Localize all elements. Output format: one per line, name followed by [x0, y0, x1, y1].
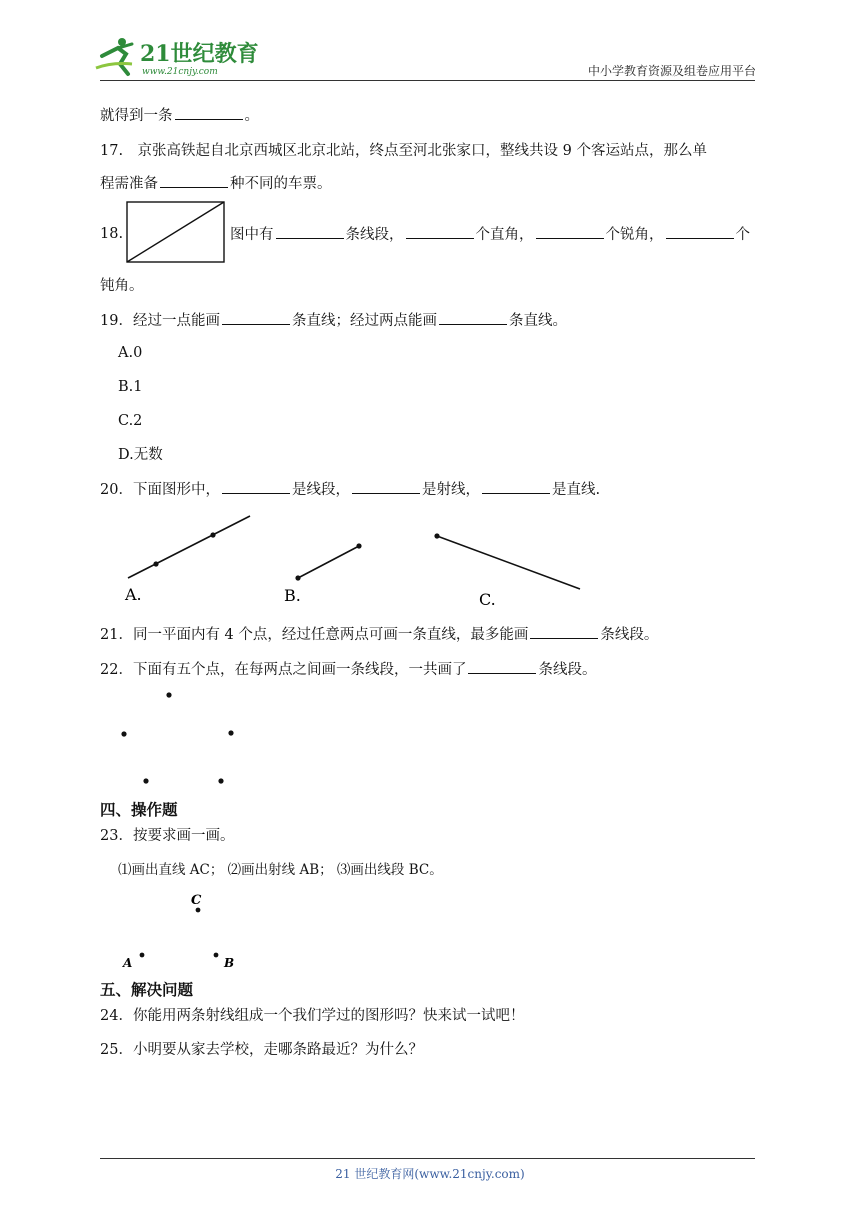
q17-text: 程需准备	[100, 176, 158, 192]
q18-number: 18.	[100, 226, 124, 242]
section-heading-4: 四、操作题	[100, 801, 178, 819]
answer-blank[interactable]	[222, 479, 290, 494]
q18-text: 条线段，	[345, 227, 404, 243]
q20-figures	[110, 510, 600, 614]
q20-text: 是射线，	[421, 482, 480, 498]
q21-question	[100, 624, 658, 645]
runner-icon	[96, 38, 132, 74]
figure-a-label: A.	[125, 585, 142, 604]
q19-option-d[interactable]: D.无数	[118, 447, 163, 463]
header-platform-text: 中小学教育资源及组卷应用平台	[587, 64, 756, 78]
site-logo	[92, 34, 262, 78]
q19-text: 19．经过一点能画	[100, 313, 220, 329]
figure-c-ray	[434, 533, 580, 589]
q19-option-c[interactable]: C.2	[118, 413, 143, 429]
point	[121, 731, 126, 736]
section-heading-5: 五、解决问题	[100, 981, 194, 999]
logo-text: 21世纪教育	[140, 41, 259, 67]
q17-line1: 17. 京张高铁起自北京西城区北京北站，终点至河北张家口，整线共设 9 个客运站点，那么单	[100, 143, 707, 159]
answer-blank[interactable]	[160, 173, 228, 188]
q19-option-b[interactable]: B.1	[118, 379, 143, 395]
figure-b-segment	[295, 543, 361, 580]
q19-question	[100, 310, 567, 331]
q23-title: 23．按要求画一画。	[100, 828, 235, 844]
point-b-label: B	[224, 956, 235, 970]
q22-text: 条线段。	[538, 662, 597, 678]
q22-question	[100, 659, 596, 680]
point-a	[140, 953, 145, 958]
q19-text: 条直线；经过两点能画	[291, 313, 437, 329]
q20-text: 是直线.	[551, 482, 601, 498]
q20-question	[100, 479, 600, 500]
q18-line1	[230, 224, 750, 245]
q22-five-points	[110, 685, 250, 790]
q20-text: 20．下面图形中，	[100, 482, 220, 498]
point	[218, 778, 223, 783]
q18-text: 个直角，	[475, 227, 534, 243]
q18-text: 个锐角，	[605, 227, 664, 243]
answer-blank[interactable]	[536, 224, 604, 239]
q21-text: 条线段。	[600, 627, 659, 643]
point-b	[214, 953, 219, 958]
q19-text: 条直线。	[508, 313, 567, 329]
point	[166, 692, 171, 697]
answer-blank[interactable]	[406, 224, 474, 239]
point-c-label: C	[191, 893, 202, 908]
q22-text: 22．下面有五个点，在每两点之间画一条线段，一共画了	[100, 662, 467, 678]
q18-line2: 钝角。	[100, 278, 144, 294]
q19-option-a[interactable]: A.0	[118, 345, 143, 361]
q24-question: 24．你能用两条射线组成一个我们学过的图形吗？快来试一试吧！	[100, 1008, 525, 1024]
figure-c-label: C.	[479, 590, 496, 609]
header-divider	[100, 80, 755, 81]
q16-text-end: 。	[244, 108, 259, 124]
answer-blank[interactable]	[530, 624, 598, 639]
point-a-label: A	[123, 956, 133, 970]
answer-blank[interactable]	[468, 659, 536, 674]
q18-rectangle-figure	[126, 200, 226, 264]
answer-blank[interactable]	[352, 479, 420, 494]
answer-blank[interactable]	[222, 310, 290, 325]
q16-text: 就得到一条	[100, 108, 173, 124]
answer-blank[interactable]	[175, 105, 243, 120]
figure-a-line	[128, 516, 250, 578]
q17-line2	[100, 173, 332, 194]
answer-blank[interactable]	[276, 224, 344, 239]
point	[143, 778, 148, 783]
answer-blank[interactable]	[439, 310, 507, 325]
q23-points-figure	[115, 888, 245, 973]
figure-b-label: B.	[284, 586, 301, 605]
q20-text: 是线段，	[291, 482, 350, 498]
logo-url: www.21cnjy.com	[142, 67, 218, 77]
q25-question: 25．小明要从家去学校，走哪条路最近？为什么？	[100, 1042, 423, 1058]
footer-divider	[100, 1158, 755, 1159]
answer-blank[interactable]	[482, 479, 550, 494]
q18-text: 个	[735, 227, 750, 243]
footer-text[interactable]: 21 世纪教育网(www.21cnjy.com)	[335, 1167, 525, 1181]
point-c	[196, 908, 201, 913]
point	[228, 730, 233, 735]
answer-blank[interactable]	[666, 224, 734, 239]
q23-instructions: ⑴画出直线 AC； ⑵画出射线 AB； ⑶画出线段 BC。	[118, 862, 443, 878]
q18-text: 图中有	[230, 227, 274, 243]
q17-text-end: 种不同的车票。	[230, 176, 332, 192]
q21-text: 21．同一平面内有 4 个点，经过任意两点可画一条直线，最多能画	[100, 627, 529, 643]
q16-tail	[100, 105, 259, 126]
